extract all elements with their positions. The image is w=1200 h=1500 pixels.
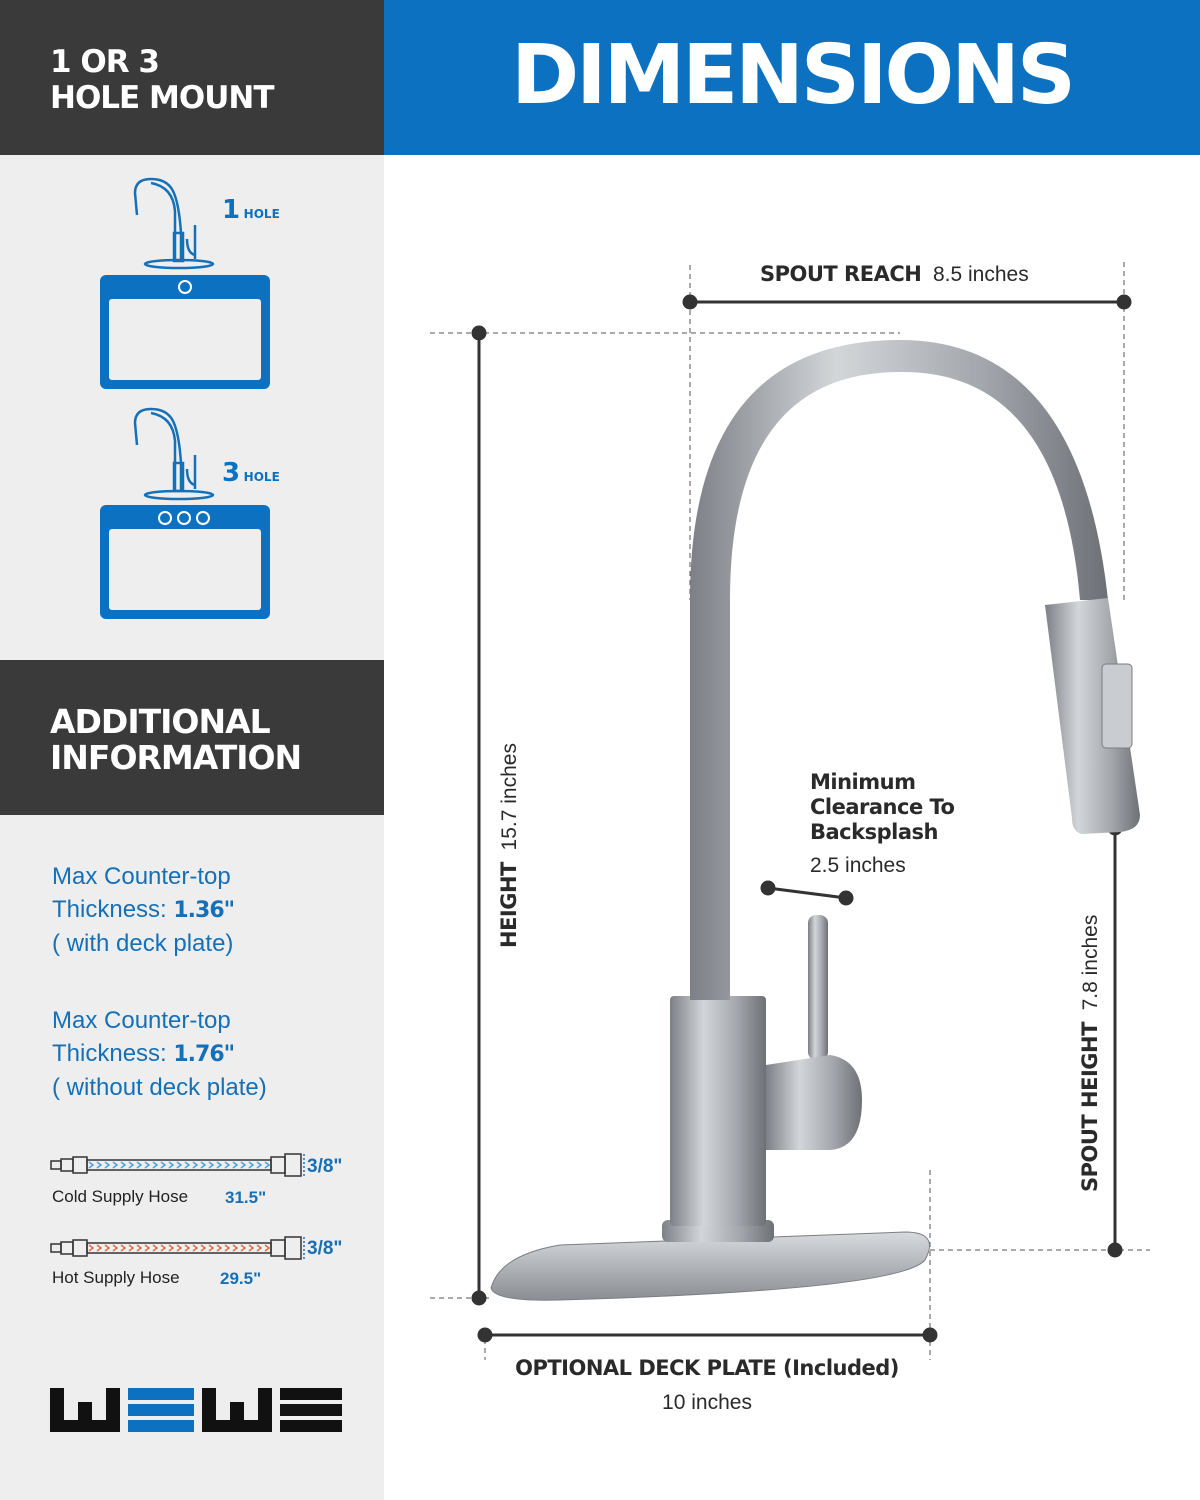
spec-note: ( without deck plate) — [52, 1074, 267, 1101]
deck-plate-value: 10 inches — [662, 1391, 752, 1414]
cold-hose-length: 31.5" — [225, 1188, 267, 1207]
spec-note: ( with deck plate) — [52, 930, 234, 957]
spec-value: 1.36" — [173, 898, 235, 923]
spout-height-label — [1078, 915, 1103, 1192]
height-title: HEIGHT — [497, 862, 521, 948]
height-value: 15.7 inches — [498, 743, 521, 851]
spout-reach-value: 8.5 inches — [932, 263, 1029, 286]
clearance-line2: Clearance To — [810, 795, 955, 819]
mount-title-line2: HOLE MOUNT — [50, 80, 274, 116]
height-label — [497, 743, 522, 948]
clearance-label — [810, 770, 954, 878]
spec-prefix: Thickness: — [52, 1040, 174, 1067]
spec-prefix: Thickness: — [52, 896, 174, 923]
cold-hose-label: Cold Supply Hose — [52, 1187, 189, 1206]
hot-hose-length: 29.5" — [220, 1269, 262, 1288]
spout-height-value: 7.8 inches — [1079, 914, 1102, 1011]
deck-plate-label — [500, 1356, 914, 1415]
hot-hose-size: 3/8" — [307, 1238, 343, 1259]
cold-hose-size: 3/8" — [307, 1156, 343, 1177]
mount-title-line1: 1 OR 3 — [50, 44, 159, 80]
banner-title: DIMENSIONS — [511, 28, 1073, 123]
spout-reach-label — [760, 262, 1029, 287]
three-hole-word: HOLE — [243, 470, 280, 484]
info-title-line1: ADDITIONAL — [50, 702, 270, 741]
spout-reach-title: SPOUT REACH — [760, 262, 922, 286]
spec-value: 1.76" — [173, 1042, 235, 1067]
one-hole-number: 1 — [222, 195, 239, 225]
info-title-line2: INFORMATION — [50, 738, 302, 777]
spec-line1: Max Counter-top — [52, 863, 231, 890]
clearance-line3: Backsplash — [810, 820, 938, 844]
three-hole-number: 3 — [222, 458, 239, 488]
spec-line1: Max Counter-top — [52, 1007, 231, 1034]
deck-plate-title: OPTIONAL DECK PLATE (Included) — [515, 1356, 899, 1380]
one-hole-word: HOLE — [243, 207, 280, 221]
hot-hose-label: Hot Supply Hose — [52, 1268, 180, 1287]
clearance-value: 2.5 inches — [810, 854, 906, 877]
clearance-line1: Minimum — [810, 770, 916, 794]
spout-height-title: SPOUT HEIGHT — [1078, 1022, 1102, 1192]
